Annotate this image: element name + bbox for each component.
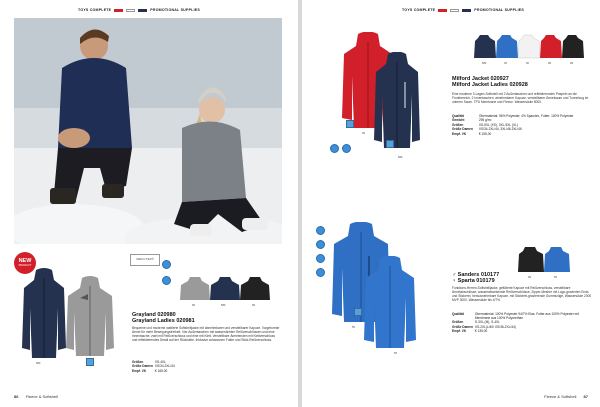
spec-key: Qualität (452, 114, 464, 118)
thumb-black (562, 35, 584, 58)
header-left (78, 8, 200, 12)
waterproof-icon (162, 260, 171, 269)
spec-value: € 165,00 (154, 368, 168, 373)
header-brand: TOYS COMPLETE (78, 8, 112, 12)
spec-key: Größe Damen (452, 324, 473, 329)
flag-white (126, 9, 135, 12)
thumb-navy-label: 580 (221, 304, 226, 307)
spec-value: € 155,00 (478, 131, 492, 136)
spec-value: XS-4XL (154, 360, 166, 364)
milford-specs (452, 114, 592, 136)
thumb-black (240, 276, 270, 302)
softshell-icon (86, 358, 94, 366)
hero-photo-illustration (14, 18, 282, 244)
thumb-grey (180, 276, 210, 302)
spec-row (452, 329, 592, 333)
milford-thumb-label: 580 (482, 62, 487, 65)
sanders-specs (452, 312, 592, 334)
softshell-icon (346, 120, 354, 128)
jacket-navy-large-label: 580 (36, 362, 41, 365)
header-right (402, 8, 524, 12)
flag-red (438, 9, 447, 12)
thumb-black (518, 247, 544, 272)
hood-icon (316, 268, 325, 277)
thumb-white (518, 35, 540, 58)
spec-value: € 135,00 (474, 329, 488, 334)
spec-value: Obermaterial: 100% Polyester 94/7% Elas. Futter aus 100% Polyester mit Membrane aus 100% Polyurethan (474, 312, 579, 320)
spec-row (132, 369, 177, 373)
grayland-title: Grayland 020980 Grayland Ladies 020981 (132, 312, 195, 325)
footer-left (14, 394, 58, 399)
milford-thumb-label: 99 (570, 62, 573, 65)
footer-right (544, 394, 588, 399)
page-number: 86 (14, 394, 19, 399)
spec-value: XS/34-2XL/44 (154, 364, 175, 369)
spec-key: Größen (132, 360, 144, 364)
header-sub: PROMOTIONAL SUPPLIES (150, 8, 200, 12)
milford-thumb-label: 99 (548, 62, 551, 65)
left-page (0, 0, 298, 407)
spec-key: Qualität (452, 312, 464, 316)
breathable-icon (316, 254, 325, 263)
page-number: 87 (583, 394, 588, 399)
sanders-label: 55 (352, 326, 355, 329)
spec-key: Größen (452, 320, 464, 325)
hero-photo (14, 18, 282, 244)
thumb-navy (474, 35, 496, 58)
thumb-red (540, 35, 562, 58)
spec-key: Größen (452, 122, 464, 127)
thumb-blue (544, 247, 570, 272)
waterproof-icon (330, 144, 339, 153)
sanders-description: Funktions-Herren-Softshelljacke, gefütterte Kapuze mit Reißverschluss, verstellbare Ärmelabschlüsse, wasserabweisende Reißverschlüsse, Zipper-Mesher mit Logo-gravierten Ends und Stickerei, herausnehmbare Kapuze, mit Stickerei-gravierende Gummizüge, Wassersäule 2000 MVP 3000, Wassersäule bis 4/7%. (452, 286, 592, 302)
spec-value: Obermaterial: 96% Polyester, 4% Spandex, Futter: 100% Polyester (478, 114, 574, 118)
milford-jacket-navy (374, 52, 420, 148)
oeko-tex-logo (130, 254, 160, 266)
softshell-icon (386, 140, 394, 148)
jacket-grey-large (66, 276, 114, 356)
spec-value: XS-5XL (XS), 3XL-5XL (XL) (478, 122, 518, 127)
new-badge-text: NEW (18, 258, 32, 264)
spec-value: XS/34-2XL/44, 3XL/46-3XL/46 (478, 127, 522, 132)
milford-red-label: 35 (362, 132, 365, 135)
milford-navy-label: 580 (398, 156, 403, 159)
spec-key: Größe Damen (452, 127, 473, 132)
windproof-icon (316, 240, 325, 249)
windproof-icon (342, 144, 351, 153)
spec-key: Größe Damen (132, 364, 153, 369)
right-page (302, 0, 600, 407)
milford-thumb-label: 00 (526, 62, 529, 65)
thumb-navy (210, 276, 240, 302)
thumb-grey-label: 95 (192, 304, 195, 307)
new-badge-subtext: PRODUCT (18, 264, 32, 267)
header-sub: PROMOTIONAL SUPPLIES (474, 8, 524, 12)
sparta-jacket-blue (364, 256, 416, 348)
sanders-title: ♂ Sanders 010177 ♀ Sparta 010179 (452, 272, 500, 285)
spec-value: S-3XL (M), S-4XL (474, 320, 500, 325)
oeko-tex-text: OEKO-TEX® (136, 257, 154, 261)
grayland-description: Bequeme und moderne wattierte Softshelljacke mit abnehmbarer und verstellbarer Kapuze. Vorgeformte Ärmel für mehr Bewegungsfreiheit. Vier Außentaschen mit wasserdichten Reißverschlüssen und eine Innentasche, zwei mit Reißverschluss und eine mit Klett. Verstellbare Ärmelenden mit Klettverschluss und reflektierendes Detail auf der Rückseite. Inklusive schwarzem Futter und Stick-Reißverschluss. (132, 326, 280, 342)
flag-white (450, 9, 459, 12)
footer-section: Fleece & Softshell (544, 394, 577, 399)
spec-key: Empf. VK (452, 131, 467, 136)
flag-navy (138, 9, 147, 12)
flag-red (114, 9, 123, 12)
spec-value: XS-2XL(L/40/ XS/36-2XL/44) (474, 324, 516, 329)
milford-title: Milford Jacket 020927 Milford Jacket Ladies 020928 (452, 76, 528, 89)
spec-value: 295 g/m² (478, 118, 492, 123)
breathable-icon (162, 276, 171, 285)
spec-key: Empf. VK (132, 368, 147, 373)
jacket-navy-large (22, 268, 66, 360)
spec-row (452, 312, 592, 320)
sanders-thumb-label: 99 (528, 276, 531, 279)
milford-thumb-label: 35 (504, 62, 507, 65)
thumb-blue (496, 35, 518, 58)
milford-color-thumbs (474, 34, 586, 60)
spec-key: Empf. VK (452, 329, 467, 334)
sanders-color-thumbs (518, 246, 570, 274)
sparta-label: 55 (394, 352, 397, 355)
header-brand: TOYS COMPLETE (402, 8, 436, 12)
grayland-specs (132, 360, 177, 373)
thumb-black-label: 99 (252, 304, 255, 307)
footer-section: Fleece & Softshell (25, 394, 58, 399)
milford-description: Eine moderne 3-Lagen-Softshell mit 2 Außentaschen und reflektierenden Paspeln an die Frontbereich, 2 Innentaschen, abnehmbarer Kapuze, verstellbarer Ärmelsaum und Tunnelzug im unteren Saum. TPU Membrane und Fleece. Wassersäule 8000. (452, 92, 589, 104)
sanders-thumb-label: 55 (554, 276, 557, 279)
flag-navy (462, 9, 471, 12)
softshell-icon (354, 308, 362, 316)
spec-key: Gewicht (452, 118, 465, 123)
waterproof-icon (316, 226, 325, 235)
spec-row (452, 132, 592, 136)
